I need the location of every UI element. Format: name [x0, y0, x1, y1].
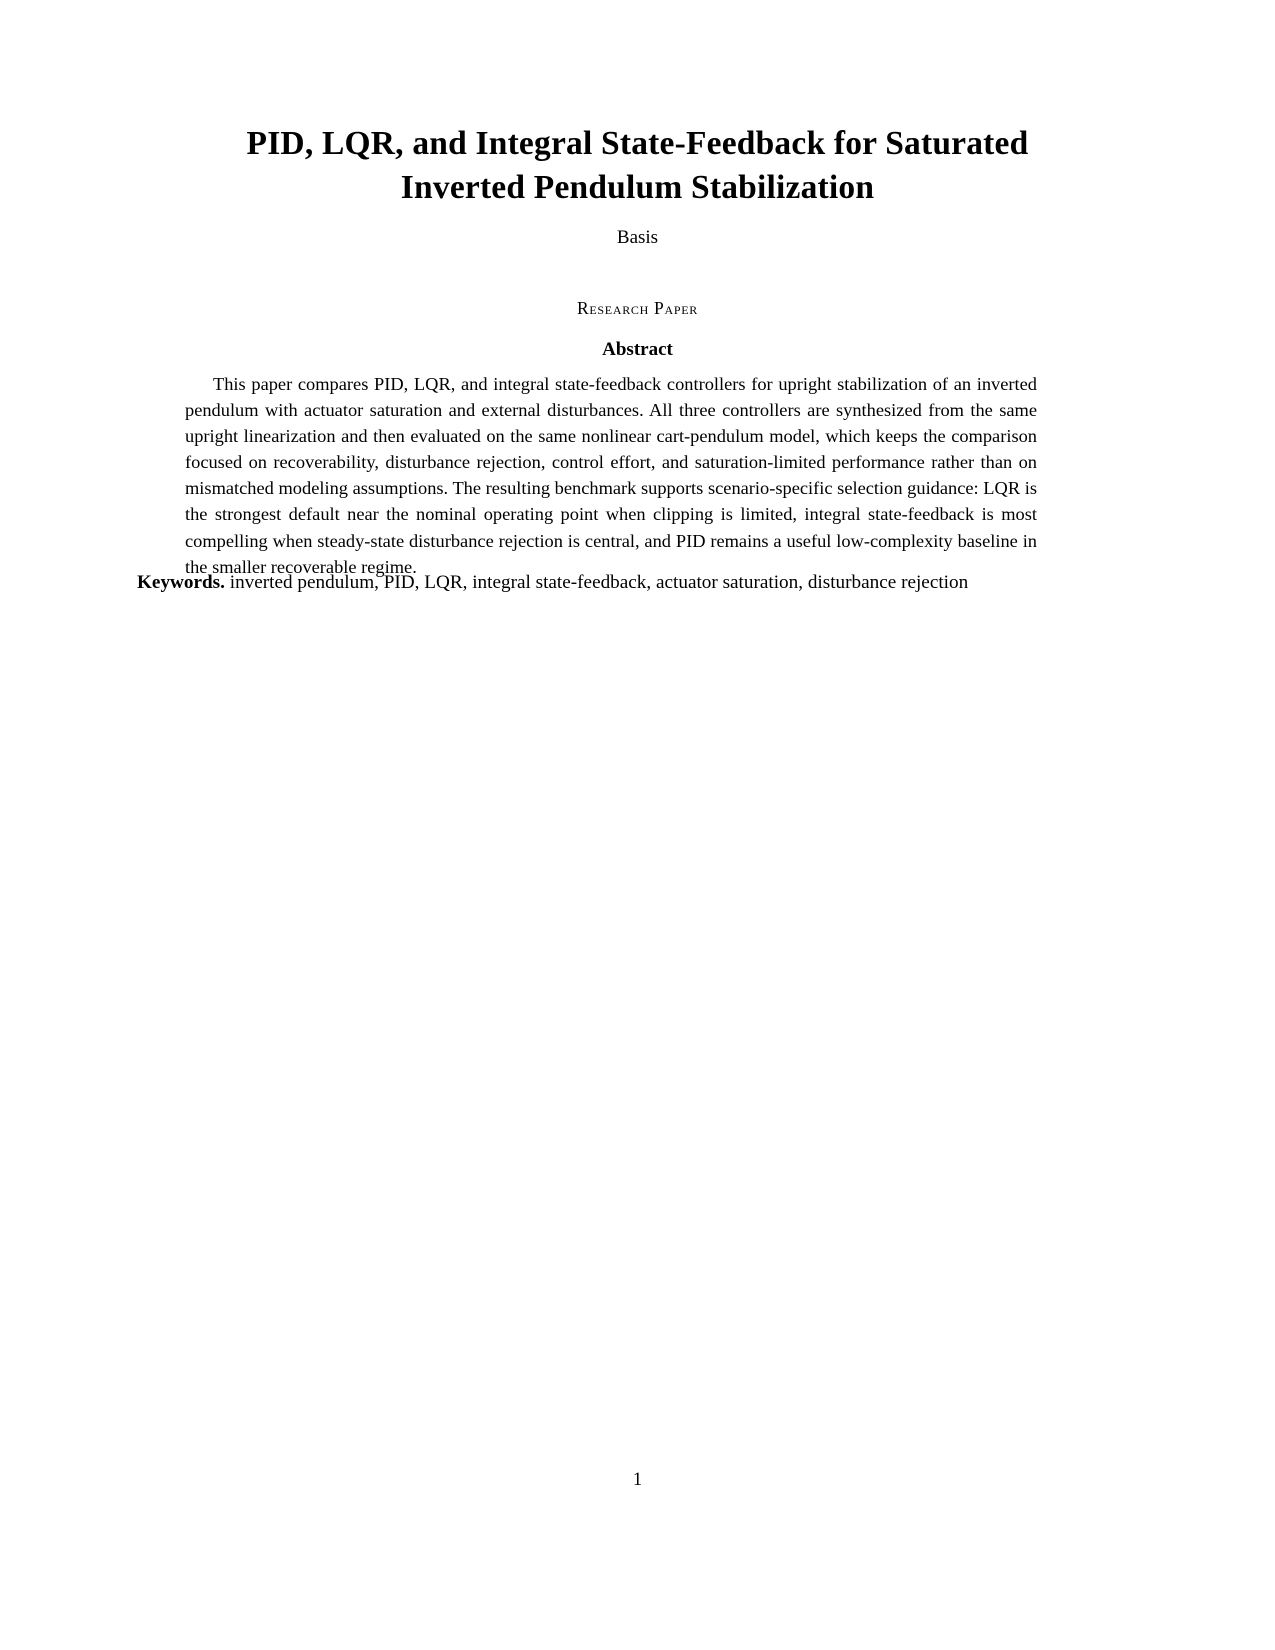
abstract-text: This paper compares PID, LQR, and integral state-feedback controllers for upright stabilization of an inverted pendulum with actuator saturation and external disturbances. All three controllers are synthesized from the same upright linearization and then evaluated on the same nonlinear cart-pendulum model, which keeps the comparison focused on recoverability, disturbance rejection, control effort, and saturation-limited performance rather than on mismatched modeling assumptions. The resulting benchmark supports scenario-specific selection guidance: LQR is the strongest default near the nominal operating point when clipping is limited, integral state-feedback is most compelling when steady-state disturbance rejection is central, and PID remains a useful low-complexity baseline in the smaller recoverable regime. [185, 374, 1037, 577]
document-kind-label: Research Paper [577, 298, 698, 318]
title-block [150, 122, 1125, 250]
page-title: PID, LQR, and Integral State-Feedback for Saturated Inverted Pendulum Stabilization [246, 125, 1029, 206]
author-name: Basis [616, 227, 659, 249]
keywords-list: inverted pendulum, PID, LQR, integral state-feedback, actuator saturation, disturbance rejection [229, 572, 969, 593]
keywords-label: Keywords. [137, 572, 225, 593]
keywords-line [137, 569, 1083, 596]
abstract-heading: Abstract [602, 339, 673, 360]
page-number: 1 [632, 1470, 643, 1490]
